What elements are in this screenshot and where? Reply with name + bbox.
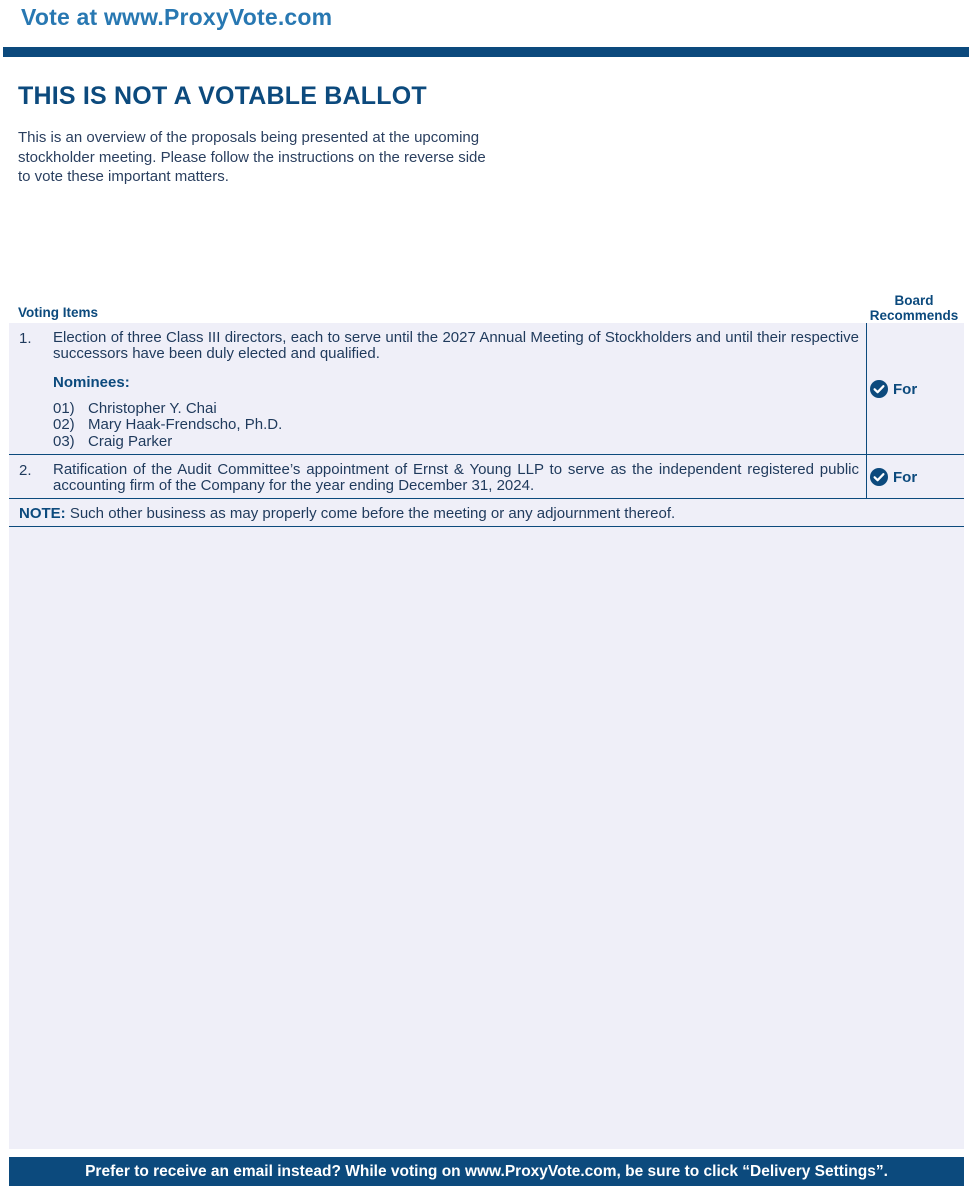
check-circle-icon	[870, 468, 888, 486]
check-circle-icon	[870, 380, 888, 398]
voting-items-header: Voting Items	[18, 305, 99, 320]
recommendation-label: For	[893, 468, 918, 486]
footer-banner: Prefer to receive an email instead? While voting on www.ProxyVote.com, be sure to click “Delivery Settings”.	[9, 1157, 964, 1186]
nominee-name: Craig Parker	[88, 433, 173, 450]
voting-item-2	[9, 455, 964, 499]
item-number: 1.	[19, 330, 32, 347]
intro-text: This is an overview of the proposals being presented at the upcoming stockholder meeting. Please follow the instructions on the reverse side to vote these important matters.	[18, 129, 486, 185]
nominee-3	[53, 434, 172, 450]
column-divider	[866, 455, 867, 498]
header-divider	[3, 47, 969, 57]
column-divider	[866, 323, 867, 454]
item-number: 2.	[19, 462, 32, 479]
nominee-name: Mary Haak-Frendscho, Ph.D.	[88, 416, 283, 433]
note-label: NOTE:	[19, 505, 66, 522]
nominee-number: 01)	[53, 400, 75, 417]
nominee-number: 02)	[53, 416, 75, 433]
item-description: Ratification of the Audit Committee’s appointment of Ernst & Young LLP to serve as the independent registered public accounting firm of the Company for the year ending December 31, 2024.	[53, 461, 859, 494]
nominee-name: Christopher Y. Chai	[88, 400, 217, 417]
recommendation-label: For	[893, 380, 918, 398]
board-recommends-header	[866, 293, 962, 323]
header-title: Vote at www.ProxyVote.com	[21, 4, 333, 30]
nominee-1	[53, 401, 217, 417]
item-description: Election of three Class III directors, each to serve until the 2027 Annual Meeting of Stockholders and until their respective successors have been duly elected and qualified.	[53, 329, 859, 362]
nominees-label: Nominees:	[53, 374, 130, 391]
voting-item-1	[9, 323, 964, 455]
note-body: Such other business as may properly come before the meeting or any adjournment thereof.	[65, 505, 676, 522]
nominee-2	[53, 417, 282, 433]
note-row	[9, 499, 964, 527]
board-recommends-header-line2: Recommends	[869, 308, 959, 323]
board-recommendation	[870, 380, 917, 398]
nominee-number: 03)	[53, 433, 75, 450]
page-title: THIS IS NOT A VOTABLE BALLOT	[18, 82, 427, 110]
board-recommendation	[870, 468, 917, 486]
note-text	[19, 505, 675, 522]
board-recommends-header-line1: Board	[894, 293, 934, 308]
